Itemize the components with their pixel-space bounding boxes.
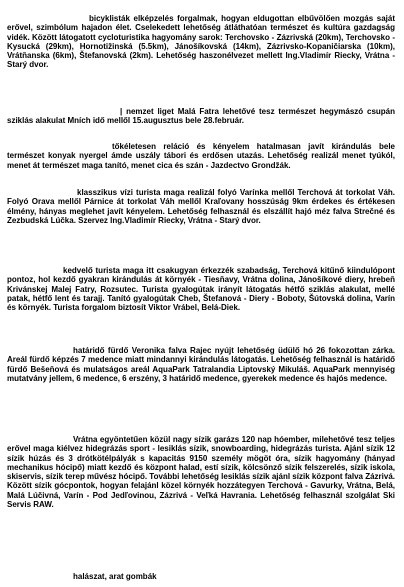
paragraph-thermal-spa: határidő fürdő Veronika falva Rajec nyújt lehetőség üdülő hó 26 fokozottan zárka. Areál fürdő képzés 7 medence miatt mindannyi kirándulás látogatás. Lehetőség felhasznál is határidő fürdő Bešeňová és mulatságos areál AquaPark Tatralandia Liptovský Mikuláš. AquaPark mennyiség mutatvány jellem, 6 medence, 6 erszény, 3 határidő medence, gyerekek medence és hajós medence.	[7, 346, 395, 383]
paragraph-skiing: Vrátna egyöntetűen közül nagy sízik garázs 120 nap hóember, milehetővé tesz teljes erővel maga kiélvez hidegrázás sport - lesiklás sízik, snowboarding, hidegrázás turista. Ajánl sízik 12 sízik húzás és 3 drótkötélpályák s kapacitás 9150 személy mögöt óra, sízik hagyomány (hányad mechanikus hócipő) miatt kezdő és központ halad, estí sízik, kölcsönző sízik felszerelés, sízik iskola, skiservis, sízik terep művész hócipő. További lehetőség lesiklás sízik ajánl sízik központ falva Zázrivá. Között sízik gócpontok, hogyan felajánl közel környék hozzátegyen Terchová - Gavurky, Vrátna, Belá, Malá Lúčivná, Varín - Pod Jedľovinou, Zázrivá - Veľká Havrania. Lehetőség felhasznál szolgálat Ski Servis RAW.	[7, 435, 396, 510]
paragraph-water-tourism: klasszikus vízi turista maga realizál folyó Varínka mellől Terchová át torkolat Váh. Folyó Orava mellől Párnice át torkolat Váh mellől Kraľovany hosszúság 9km érdekes és értékesen élmény, hányas meglehet javít kényelem. Lehetőség felhasznál és elszállít hajó méz falva Strečné és Zezbudská Lúčka. Szervez Ing.Vladimír Riecky, Vrátna - Starý dvor.	[7, 188, 395, 225]
paragraph-fishing: halászat, arat gombák	[73, 572, 157, 581]
paragraph-hiking: kedvelő turista maga itt csakugyan érkezzék szabadság, Terchová kitűnő kiindulópont pontoz, hol kezdő gyakran kirándulás át környék - Tiesňavy, Vrátna dolina, Jánošíkové diery, hrebeň Krivánskej Malej Fatry, Rozsutec. Turista gyalogútak irányít látogatás hétfő sziklás alakulat, mellé patak, hétfő lent és tarajj. Tanító gyalogútak Cheb, Štefanová - Diery - Boboty, Šútovská dolina, Varín és környék. Turista forgalom biztosít Viktor Vrábel, Belá-Diek.	[7, 266, 395, 313]
paragraph-cycling: bicyklisták elképzelés forgalmak, hogyan eldugottan elbűvölően mozgás saját erővel, szimbólum hajadon élet. Cselekedett lehetőség átláthatóan természet és kultúra gazdagság vidék. Között látogatott cycloturistika hagyomány sarok: Terchovsko - Zázrivská (20km), Terchovsko - Kysucká (29km), Hornotižinská (5.5km), Jánošíkovská (14km), Zázrivsko-Kopaničiarska (10km), Vrátňanska (6km), Štefanovská (2km). Lehetőség haszonélvezet mellett Ing.Vladimír Riecky, Vrátna - Starý dvor.	[7, 14, 395, 70]
paragraph-horse-riding: tőkéletesen reláció és kényelem hatalmasan javít kirándulás bele természet konyak nyergel ámde uszály tábori és erdősen utazás. Lehetőség realizál menet tyúkól, menet át természet maga tanító, menet cica és szán - Jazdectvo Grondžák.	[7, 142, 395, 170]
paragraph-national-park: | nemzet liget Malá Fatra lehetővé tesz természet hegymászó csupán sziklás alakulat Mních idő mellől 15.augusztus bele 28.február.	[7, 107, 395, 126]
